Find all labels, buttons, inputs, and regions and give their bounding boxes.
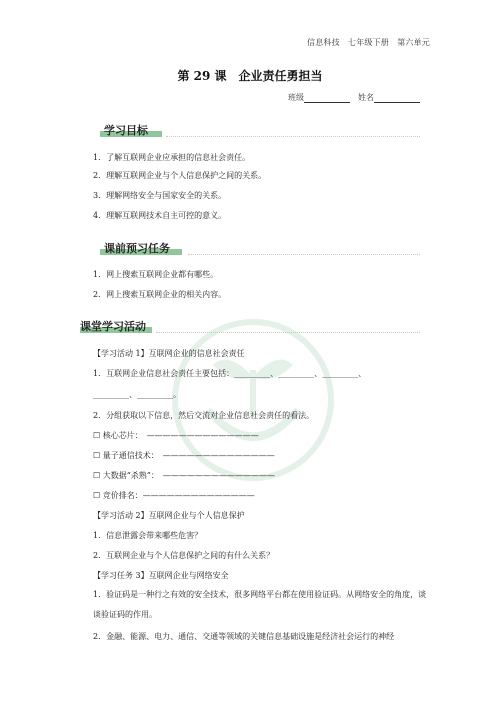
checklist-item[interactable]: ☐ 量子通信技术： —————————————— [93, 451, 275, 460]
section-classroom-header [80, 318, 420, 336]
goal-item: 3．理解网络安全与国家安全的关系。 [93, 191, 227, 200]
checklist-item[interactable]: ☐ 大数据“杀熟”： —————————————— [93, 471, 275, 480]
section-preview-title: 课前预习任务 [104, 242, 170, 255]
activity1-question-1: 1．互联网企业信息社会责任主要包括：_________、_________、_________、 [93, 369, 367, 378]
activity1-question-2: 2．分组获取以下信息，然后交流对企业信息社会责任的看法。 [93, 411, 315, 420]
activity2-question-2: 2．互联网企业与个人信息保护之间的有什么关系？ [93, 551, 275, 560]
class-label: 班级 [288, 93, 304, 102]
goal-item: 1．了解互联网企业应承担的信息社会责任。 [93, 153, 251, 162]
activity1-title: 【学习活动 1】互联网企业的信息社会责任 [93, 349, 245, 358]
goal-item: 2．理解互联网企业与个人信息保护之间的关系。 [93, 171, 267, 180]
section-preview-header [80, 240, 420, 258]
page-header: 信息科技 七年级下册 第六单元 [307, 38, 430, 47]
dotted-divider [166, 136, 420, 137]
checklist-item[interactable]: ☐ 竞价排名：—————————————— [93, 491, 255, 500]
task3-question-2: 2．金融、能源、电力、通信、交通等领域的关键信息基础设施是经济社会运行的神经 [93, 632, 395, 641]
activity1-question-1-continued: _________、_________。 [93, 390, 181, 399]
dotted-divider [156, 332, 420, 333]
class-blank[interactable] [304, 93, 350, 103]
preview-item: 2．网上搜索互联网企业的相关内容。 [93, 290, 227, 299]
task3-title: 【学习任务 3】互联网企业与网络安全 [93, 571, 229, 580]
goal-item: 4．理解互联网技术自主可控的意义。 [93, 211, 227, 220]
section-goals-header [80, 122, 420, 140]
checklist-item[interactable]: ☐ 核心芯片： —————————————— [93, 431, 259, 440]
name-label: 姓名 [358, 93, 374, 102]
task3-question-1: 1．验证码是一种行之有效的安全技术，很多网络平台都在使用验证码。从网络安全的角度，谈谈验证码的作用。 [93, 590, 427, 619]
activity2-question-1: 1．信息泄露会带来哪些危害？ [93, 531, 203, 540]
name-blank[interactable] [374, 93, 420, 103]
lesson-title: 第 29 课 企业责任勇担当 [177, 69, 323, 83]
preview-item: 1．网上搜索互联网企业都有哪些。 [93, 270, 219, 279]
class-name-line [288, 92, 428, 103]
section-goals-title: 学习目标 [104, 124, 148, 137]
activity2-title: 【学习活动 2】互联网企业与个人信息保护 [93, 511, 245, 520]
dotted-divider [188, 254, 420, 255]
section-classroom-title: 课堂学习活动 [80, 320, 146, 333]
